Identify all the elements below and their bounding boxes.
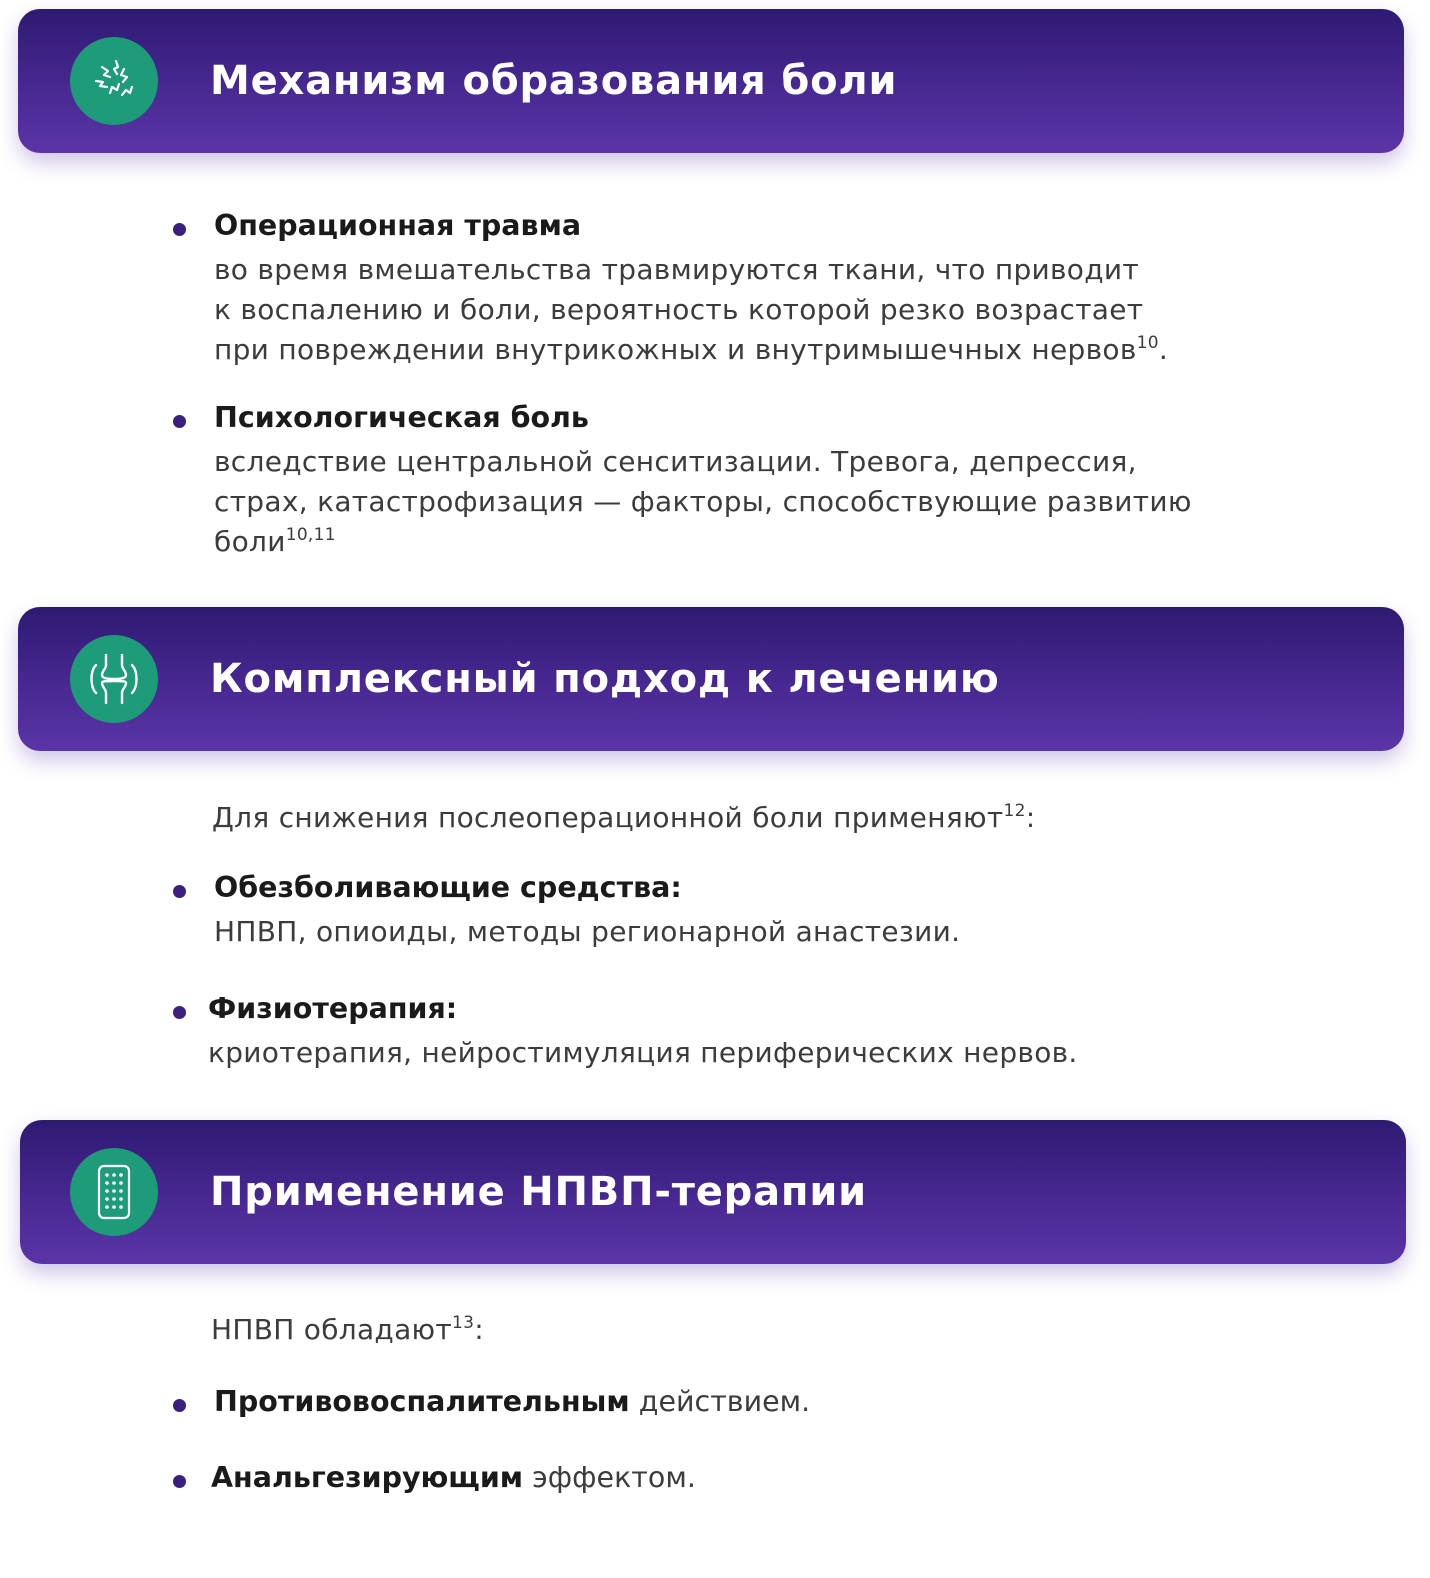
joint-icon [70,635,158,723]
section-banner-treatment [18,607,1404,751]
nerve-pain-icon [70,37,158,125]
item-heading: Анальгезирующим эффектом. [211,1461,696,1494]
bullet-dot [173,415,186,428]
item-heading: Психологическая боль [214,401,589,434]
reference-number: 12 [1003,801,1026,821]
item-heading: Физиотерапия: [208,992,458,1025]
pill-blister-icon [70,1148,158,1236]
reference-number: 10,11 [285,525,336,545]
item-text: вследствие центральной сенситизации. Тревога, депрессия, страх, катастрофизация — факторы, способствующие развитию боли$^{10,11}$ [214,445,1192,558]
section-lead: НПВП обладают$^{13}$: [211,1313,484,1346]
section-title: Комплексный подход к лечению [210,656,1000,702]
bullet-dot [173,1399,186,1412]
bullet-dot [173,1006,186,1019]
section-banner-mechanism [18,9,1404,153]
bullet-dot [173,885,186,898]
reference-number: 10 [1136,333,1159,353]
section-lead: Для снижения послеоперационной боли применяют$^{12}$: [212,801,1036,834]
item-heading: Обезболивающие средства: [214,871,682,904]
item-text: криотерапия, нейростимуляция периферических нервов. [208,1036,1078,1069]
item-text: НПВП, опиоиды, методы регионарной анастезии. [214,915,961,948]
item-text: во время вмешательства травмируются ткани, что приводит к воспалению и боли, вероятность которой резко возрастает при повреждении внутрикожных и внутримышечных нервов$^{10}$. [214,253,1169,366]
item-heading: Противовоспалительным действием. [214,1385,811,1418]
item-heading: Операционная травма [214,209,582,242]
section-title: Применение НПВП-терапии [210,1169,867,1215]
bullet-dot [173,1475,186,1488]
bullet-dot [173,223,186,236]
reference-number: 13 [452,1313,475,1333]
section-banner-nsaid [20,1120,1406,1264]
section-title: Механизм образования боли [210,58,898,104]
